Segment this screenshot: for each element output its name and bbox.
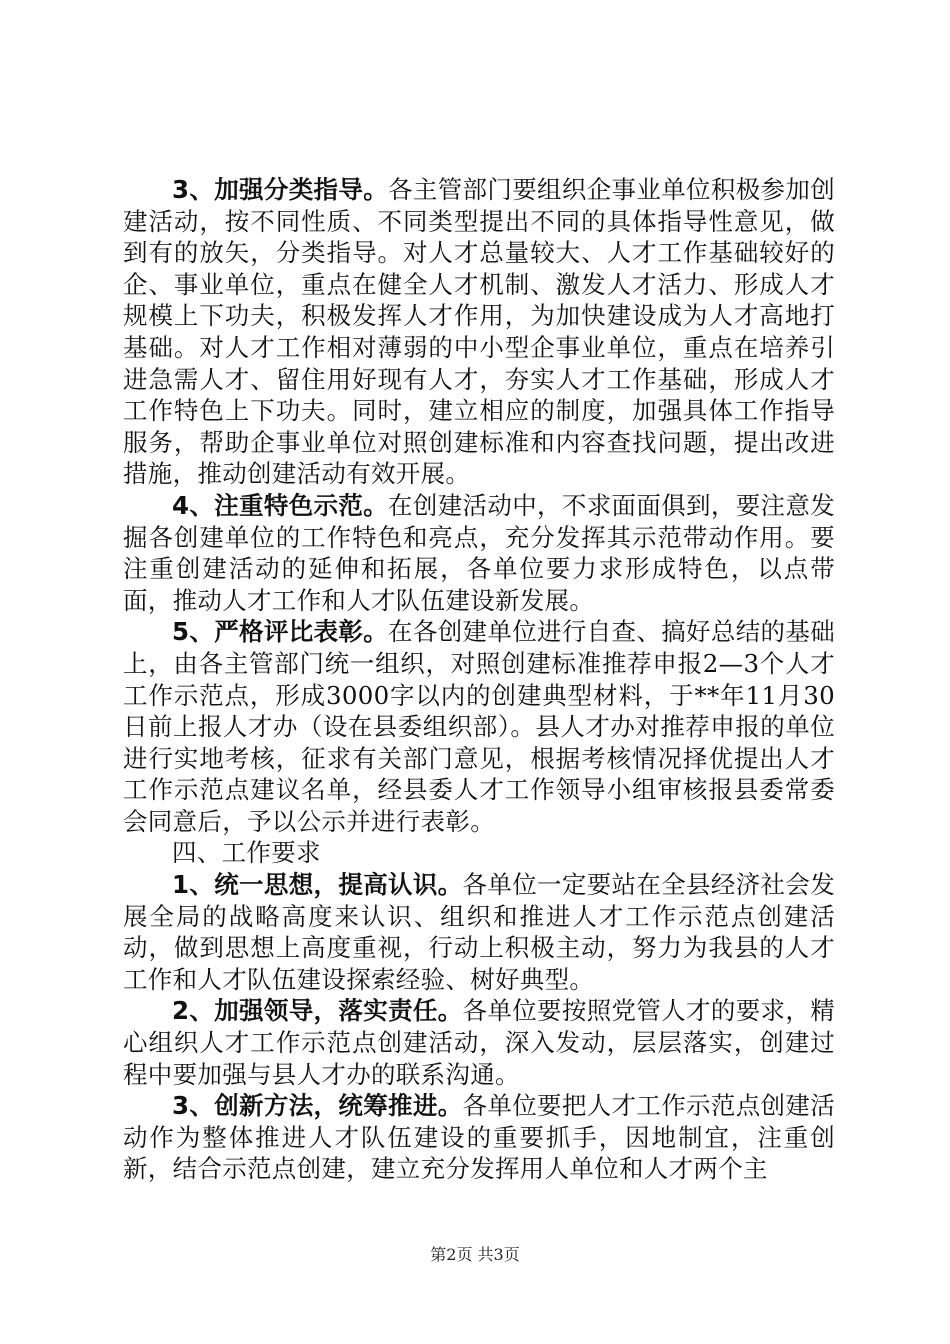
requirement-1 [123, 869, 835, 995]
paragraph-5 [123, 616, 835, 837]
requirement-text: 各单位一定要站在全县经济社会发展全局的战略高度来认识、组织和推进人才工作示范点创建活动，做到思想上高度重视，行动上积极主动，努力为我县的人才工作和人才队伍建设探索经验、树好典型。 [123, 870, 835, 994]
paragraph-lead: 3、加强分类指导。 [172, 175, 389, 204]
requirement-text: 各单位要把人才工作示范点创建活动作为整体推进人才队伍建设的重要抓手，因地制宜，注重创新，结合示范点创建，建立充分发挥用人单位和人才两个主 [123, 1091, 835, 1184]
page-footer: 第2页 共3页 [430, 1245, 520, 1264]
document-body [123, 174, 835, 1185]
requirement-lead: 3、创新方法，统筹推进。 [172, 1091, 463, 1121]
requirement-2 [123, 995, 835, 1090]
paragraph-text: 在各创建单位进行自查、搞好总结的基础上，由各主管部门统一组织，对照创建标准推荐申报2—3个人才工作示范点，形成3000字以内的创建典型材料，于**年11月30日前上报人才办（设在县委组织部）。县人才办对推荐申报的单位进行实地考核，征求有关部门意见，根据考核情况择优提出人才工作示范点建议名单，经县委人才工作领导小组审核报县委常委会同意后，予以公示并进行表彰。 [123, 617, 835, 836]
paragraph-3 [123, 174, 835, 490]
paragraph-lead: 4、注重特色示范。 [172, 490, 389, 520]
requirement-lead: 2、加强领导，落实责任。 [172, 996, 463, 1026]
requirement-3 [123, 1090, 835, 1185]
paragraph-text: 各主管部门要组织企事业单位积极参加创建活动，按不同性质、不同类型提出不同的具体指导性意见，做到有的放矢，分类指导。对人才总量较大、人才工作基础较好的企、事业单位，重点在健全人才机制、激发人才活力、形成人才规模上下功夫，积极发挥人才作用，为加快建设成为人才高地打基础。对人才工作相对薄弱的中小型企事业单位，重点在培养引进急需人才、留住用好现有人才，夯实人才工作基础，形成人才工作特色上下功夫。同时，建立相应的制度，加强具体工作指导服务，帮助企事业单位对照创建标准和内容查找问题，提出改进措施，推动创建活动有效开展。 [123, 175, 835, 489]
paragraph-4 [123, 490, 835, 616]
paragraph-lead: 5、严格评比表彰。 [172, 617, 389, 647]
paragraph-text: 在创建活动中，不求面面俱到，要注意发掘各创建单位的工作特色和亮点，充分发挥其示范带动作用。要注重创建活动的延伸和拓展，各单位要力求形成特色，以点带面，推动人才工作和人才队伍建设新发展。 [123, 490, 835, 615]
requirement-lead: 1、统一思想，提高认识。 [172, 870, 463, 900]
requirement-text: 各单位要按照党管人才的要求，精心组织人才工作示范点创建活动，深入发动，层层落实，创建过程中要加强与县人才办的联系沟通。 [123, 996, 835, 1089]
section-heading: 四、工作要求 [172, 838, 321, 868]
